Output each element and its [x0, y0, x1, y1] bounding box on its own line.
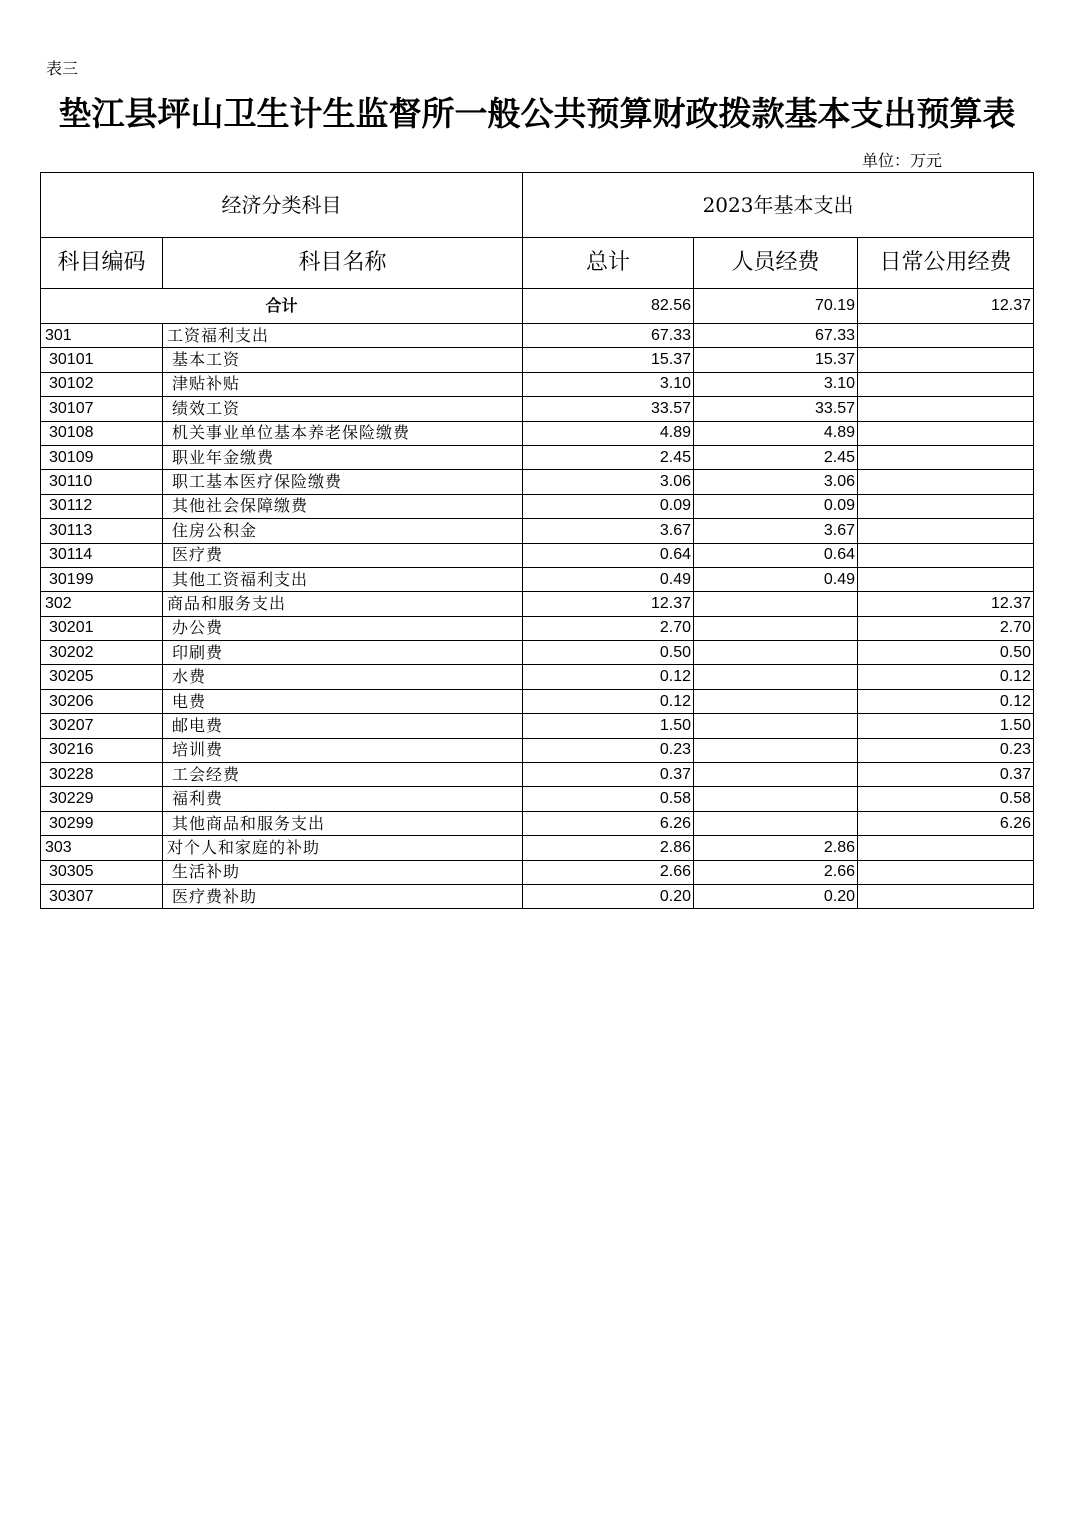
table-row — [41, 397, 1034, 421]
row-personnel: 0.64 — [694, 543, 858, 567]
table-row — [41, 567, 1034, 591]
row-public — [858, 421, 1034, 445]
table-row — [41, 470, 1034, 494]
row-personnel: 0.09 — [694, 494, 858, 518]
row-total: 0.58 — [523, 787, 694, 811]
header-economic-category: 经济分类科目 — [41, 173, 523, 238]
unit-label: 单位：万元 — [862, 151, 943, 170]
header-name: 科目名称 — [163, 238, 523, 289]
row-public: 0.12 — [858, 689, 1034, 713]
row-personnel — [694, 811, 858, 835]
header-basic-expenditure: 2023年基本支出 — [523, 173, 1034, 238]
row-public — [858, 519, 1034, 543]
row-personnel: 4.89 — [694, 421, 858, 445]
row-public — [858, 348, 1034, 372]
total-total: 82.56 — [523, 289, 694, 324]
row-name: 机关事业单位基本养老保险缴费 — [163, 421, 523, 445]
table-row — [41, 714, 1034, 738]
row-code: 30114 — [41, 543, 163, 567]
row-personnel: 0.20 — [694, 884, 858, 908]
row-name: 商品和服务支出 — [163, 592, 523, 616]
row-total: 2.86 — [523, 836, 694, 860]
table-row — [41, 348, 1034, 372]
row-name: 对个人和家庭的补助 — [163, 836, 523, 860]
row-name: 电费 — [163, 689, 523, 713]
row-public: 0.50 — [858, 641, 1034, 665]
table-row — [41, 616, 1034, 640]
budget-table — [40, 172, 1034, 909]
row-public: 2.70 — [858, 616, 1034, 640]
row-name: 住房公积金 — [163, 519, 523, 543]
row-personnel: 0.49 — [694, 567, 858, 591]
total-personnel: 70.19 — [694, 289, 858, 324]
row-name: 其他社会保障缴费 — [163, 494, 523, 518]
row-code: 30113 — [41, 519, 163, 543]
row-total: 0.20 — [523, 884, 694, 908]
row-code: 30199 — [41, 567, 163, 591]
row-personnel: 3.06 — [694, 470, 858, 494]
row-code: 30307 — [41, 884, 163, 908]
row-code: 30216 — [41, 738, 163, 762]
row-personnel: 2.86 — [694, 836, 858, 860]
row-personnel — [694, 689, 858, 713]
row-total: 0.23 — [523, 738, 694, 762]
row-total: 0.37 — [523, 763, 694, 787]
row-public — [858, 860, 1034, 884]
row-public — [858, 836, 1034, 860]
row-name: 绩效工资 — [163, 397, 523, 421]
row-name: 职工基本医疗保险缴费 — [163, 470, 523, 494]
row-name: 办公费 — [163, 616, 523, 640]
row-personnel: 3.67 — [694, 519, 858, 543]
header-row-columns — [41, 238, 1034, 289]
row-name: 培训费 — [163, 738, 523, 762]
row-public — [858, 494, 1034, 518]
row-personnel: 2.45 — [694, 445, 858, 469]
total-public: 12.37 — [858, 289, 1034, 324]
row-public — [858, 543, 1034, 567]
row-total: 3.10 — [523, 372, 694, 396]
row-name: 工会经费 — [163, 763, 523, 787]
row-name: 基本工资 — [163, 348, 523, 372]
row-total: 67.33 — [523, 324, 694, 348]
header-total: 总计 — [523, 238, 694, 289]
row-code: 30201 — [41, 616, 163, 640]
header-personnel: 人员经费 — [694, 238, 858, 289]
row-total: 12.37 — [523, 592, 694, 616]
row-code: 30299 — [41, 811, 163, 835]
total-row — [41, 289, 1034, 324]
row-code: 30305 — [41, 860, 163, 884]
row-name: 生活补助 — [163, 860, 523, 884]
row-personnel — [694, 763, 858, 787]
row-total: 0.64 — [523, 543, 694, 567]
row-total: 15.37 — [523, 348, 694, 372]
row-code: 30202 — [41, 641, 163, 665]
row-public — [858, 445, 1034, 469]
row-name: 福利费 — [163, 787, 523, 811]
row-total: 1.50 — [523, 714, 694, 738]
row-public: 1.50 — [858, 714, 1034, 738]
row-personnel: 2.66 — [694, 860, 858, 884]
row-public — [858, 324, 1034, 348]
row-total: 2.45 — [523, 445, 694, 469]
row-personnel — [694, 738, 858, 762]
table-row — [41, 738, 1034, 762]
row-total: 0.49 — [523, 567, 694, 591]
row-total: 6.26 — [523, 811, 694, 835]
table-row — [41, 763, 1034, 787]
row-total: 33.57 — [523, 397, 694, 421]
page-title: 垫江县坪山卫生计生监督所一般公共预算财政拨款基本支出预算表 — [58, 94, 1016, 133]
row-personnel — [694, 641, 858, 665]
row-code: 30205 — [41, 665, 163, 689]
row-code: 30101 — [41, 348, 163, 372]
row-total: 2.70 — [523, 616, 694, 640]
row-code: 30229 — [41, 787, 163, 811]
table-row — [41, 689, 1034, 713]
row-name: 其他商品和服务支出 — [163, 811, 523, 835]
row-code: 30110 — [41, 470, 163, 494]
row-public: 6.26 — [858, 811, 1034, 835]
table-row — [41, 592, 1034, 616]
row-name: 水费 — [163, 665, 523, 689]
row-personnel: 33.57 — [694, 397, 858, 421]
header-public: 日常公用经费 — [858, 238, 1034, 289]
row-name: 邮电费 — [163, 714, 523, 738]
row-personnel — [694, 665, 858, 689]
row-personnel — [694, 787, 858, 811]
row-public: 0.12 — [858, 665, 1034, 689]
row-code: 30112 — [41, 494, 163, 518]
row-public: 0.37 — [858, 763, 1034, 787]
table-row — [41, 665, 1034, 689]
row-code: 30228 — [41, 763, 163, 787]
row-name: 工资福利支出 — [163, 324, 523, 348]
table-row — [41, 884, 1034, 908]
row-name: 印刷费 — [163, 641, 523, 665]
row-public: 12.37 — [858, 592, 1034, 616]
row-total: 2.66 — [523, 860, 694, 884]
row-name: 其他工资福利支出 — [163, 567, 523, 591]
header-code: 科目编码 — [41, 238, 163, 289]
row-personnel: 3.10 — [694, 372, 858, 396]
row-total: 0.12 — [523, 665, 694, 689]
row-public — [858, 397, 1034, 421]
row-total: 0.50 — [523, 641, 694, 665]
row-personnel — [694, 616, 858, 640]
table-row — [41, 494, 1034, 518]
total-label: 合计 — [41, 289, 523, 324]
row-public — [858, 567, 1034, 591]
row-name: 津贴补贴 — [163, 372, 523, 396]
table-row — [41, 641, 1034, 665]
row-total: 3.67 — [523, 519, 694, 543]
row-personnel — [694, 714, 858, 738]
row-personnel: 67.33 — [694, 324, 858, 348]
row-code: 30102 — [41, 372, 163, 396]
table-row — [41, 324, 1034, 348]
row-code: 302 — [41, 592, 163, 616]
row-name: 医疗费补助 — [163, 884, 523, 908]
table-row — [41, 421, 1034, 445]
row-code: 301 — [41, 324, 163, 348]
row-code: 30108 — [41, 421, 163, 445]
row-personnel — [694, 592, 858, 616]
table-row — [41, 860, 1034, 884]
table-tag: 表三 — [46, 59, 79, 78]
table-row — [41, 811, 1034, 835]
row-code: 303 — [41, 836, 163, 860]
row-name: 职业年金缴费 — [163, 445, 523, 469]
row-personnel: 15.37 — [694, 348, 858, 372]
row-total: 0.12 — [523, 689, 694, 713]
row-code: 30206 — [41, 689, 163, 713]
header-row-group — [41, 173, 1034, 238]
row-total: 4.89 — [523, 421, 694, 445]
table-row — [41, 519, 1034, 543]
row-code: 30109 — [41, 445, 163, 469]
table-row — [41, 445, 1034, 469]
row-public: 0.58 — [858, 787, 1034, 811]
table-row — [41, 372, 1034, 396]
row-public — [858, 372, 1034, 396]
table-row — [41, 836, 1034, 860]
row-code: 30107 — [41, 397, 163, 421]
row-total: 3.06 — [523, 470, 694, 494]
table-row — [41, 543, 1034, 567]
row-total: 0.09 — [523, 494, 694, 518]
row-public — [858, 470, 1034, 494]
row-code: 30207 — [41, 714, 163, 738]
row-name: 医疗费 — [163, 543, 523, 567]
table-row — [41, 787, 1034, 811]
row-public — [858, 884, 1034, 908]
row-public: 0.23 — [858, 738, 1034, 762]
